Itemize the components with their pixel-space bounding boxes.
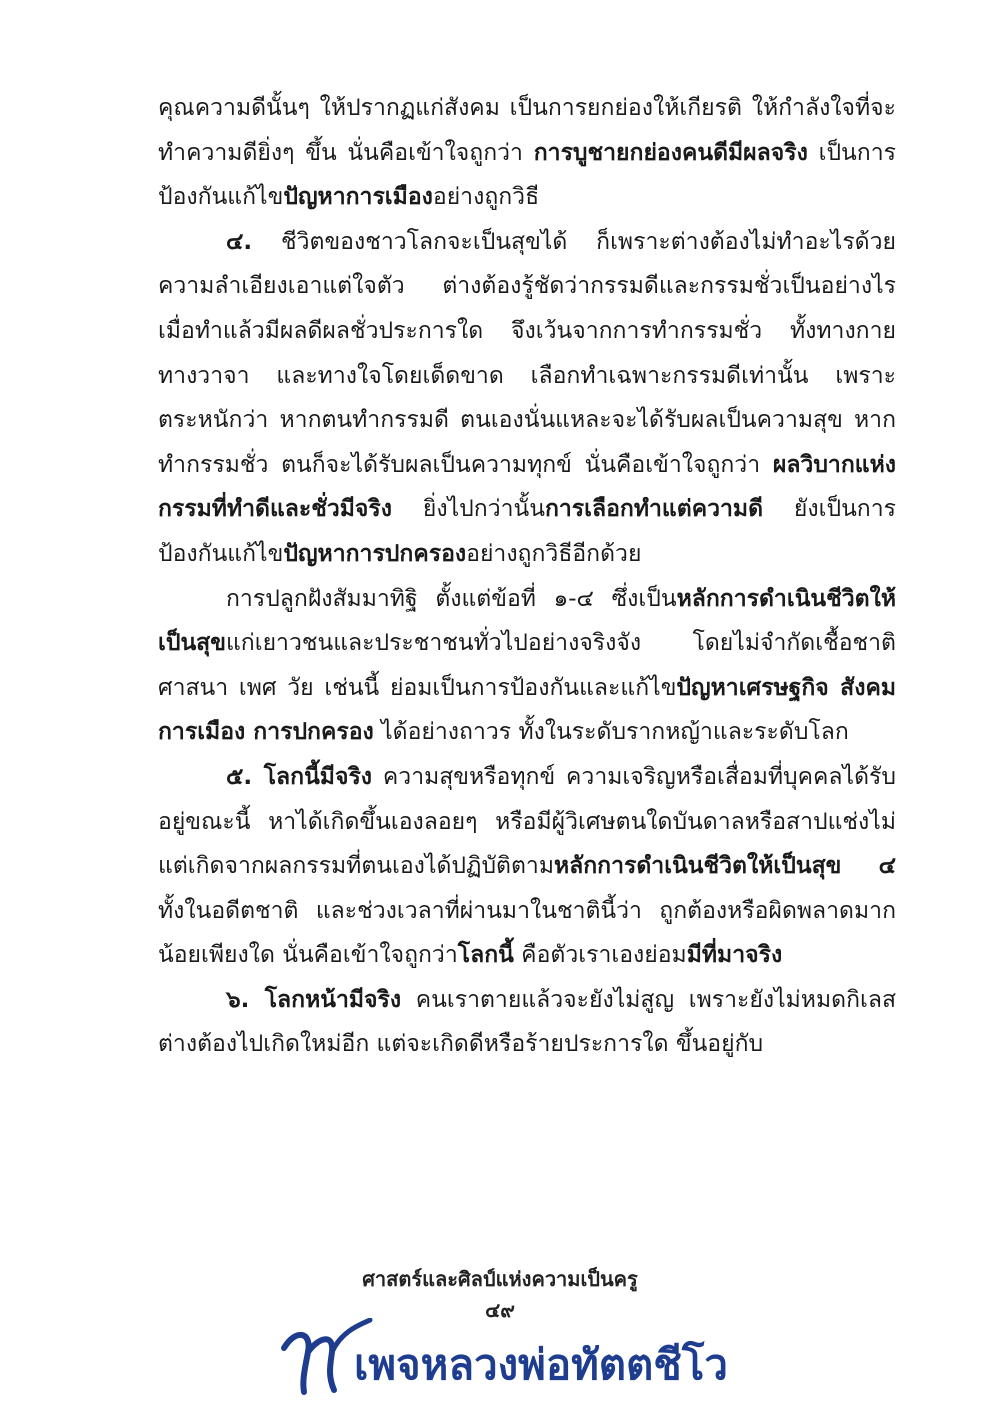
- text-run: อย่างถูกวิธีอีกด้วย: [466, 540, 642, 567]
- bold-run: หลักการดำเนินชีวิตให้เป็นสุข ๔: [554, 853, 896, 880]
- book-title: ศาสตร์และศิลป์แห่งความเป็นครู: [362, 1267, 638, 1291]
- paragraph-summary: [158, 577, 896, 755]
- brand-logo: [278, 1318, 738, 1398]
- bold-run: หลักการดำเนินชีวิตให้เป็นสุข: [158, 585, 896, 657]
- text-run: เป็นการป้องกันแก้ไข: [158, 139, 896, 211]
- bold-run: ปัญหาเศรษฐกิจ สังคม การเมือง การปกครอง: [158, 674, 896, 746]
- text-run: ได้อย่างถาวร ทั้งในระดับรากหญ้าและระดับโลก: [373, 719, 849, 746]
- text-run: การปลูกฝังสัมมาทิฐิ ตั้งแต่ข้อที่ ๑-๔ ซึ่งเป็น: [226, 585, 677, 612]
- bold-run: การเลือกทำแต่ความดี: [544, 496, 764, 523]
- brand-text: เพจหลวงพ่อทัตตชีโว: [354, 1343, 728, 1389]
- text-run: คือตัวเราเองย่อม: [513, 942, 687, 969]
- paragraph-item-6: [158, 978, 896, 1067]
- page-number: ๔๙: [485, 1298, 515, 1322]
- item-number: ๔.: [226, 228, 253, 255]
- bold-run: การบูชายกย่องคนดีมีผลจริง: [533, 139, 808, 166]
- item-heading: ๕. โลกนี้มีจริง: [226, 763, 373, 790]
- text-run: ความสุขหรือทุกข์ ความเจริญหรือเสื่อมที่บุคคลได้รับอยู่ขณะนี้ หาได้เกิดขึ้นเองลอยๆ หรือมีผู้วิเศษตนใดบันดาลหรือสาปแช่งไม่ แต่เกิดจากผลกรรมที่ตนเองได้ปฏิบัติตาม: [158, 763, 896, 880]
- page-body: [158, 86, 896, 1067]
- text-run: ยังเป็นการป้องกันแก้ไข: [158, 496, 896, 567]
- text-run: คนเราตายแล้วจะยังไม่สูญ เพราะยังไม่หมดกิเลส ต่างต้องไปเกิดใหม่อีก แต่จะเกิดดีหรือร้ายประการใด ขึ้นอยู่กับ: [158, 986, 896, 1058]
- bold-run: ปัญหาการเมือง: [283, 184, 433, 211]
- bold-run: ผลวิบากแห่งกรรมที่ทำดีและชั่วมีจริง: [158, 451, 896, 523]
- bold-run: โลกนี้: [457, 942, 514, 969]
- item-heading: ๖. โลกหน้ามีจริง: [226, 986, 402, 1013]
- paragraph-item-5: [158, 755, 896, 978]
- paragraph-1: [158, 86, 896, 220]
- text-run: ทั้งในอดีตชาติ และช่วงเวลาที่ผ่านมาในชาตินี้ว่า ถูกต้องหรือผิดพลาดมากน้อยเพียงใด นั่นคือเข้าใจถูกว่า: [158, 897, 896, 969]
- paragraph-item-4: [158, 220, 896, 577]
- bold-run: มีที่มาจริง: [686, 942, 783, 969]
- text-run: แก่เยาวชนและประชาชนทั่วไปอย่างจริงจัง โดยไม่จำกัดเชื้อชาติ ศาสนา เพศ วัย เช่นนี้ ย่อมเป็นการป้องกันและแก้ไข: [158, 630, 896, 701]
- text-run: ยิ่งไปกว่านั้น: [392, 496, 545, 523]
- text-run: ชีวิตของชาวโลกจะเป็นสุขได้ ก็เพราะต่างต้องไม่ทำอะไรด้วยความลำเอียงเอาแต่ใจตัว ต่างต้องรู้ชัดว่ากรรมดีและกรรมชั่วเป็นอย่างไร เมื่อทำแล้วมีผลดีผลชั่วประการใด จึงเว้นจากการทำกรรมชั่ว ทั้งทางกาย ทางวาจา และทางใจโดยเด็ดขาด เลือกทำเฉพาะกรรมดีเท่านั้น เพราะตระหนักว่า หากตนทำกรรมดี ตนเองนั่นแหละจะได้รับผลเป็นความสุข หากทำกรรมชั่ว ตนก็จะได้รับผลเป็นความทุกข์ นั่นคือเข้าใจถูกว่า: [158, 228, 896, 478]
- text-run: อย่างถูกวิธี: [432, 184, 540, 211]
- bold-run: ปัญหาการปกครอง: [283, 540, 467, 567]
- text-run: คุณความดีนั้นๆ ให้ปรากฏแก่สังคม เป็นการยกย่องให้เกียรติ ให้กำลังใจที่จะทำความดียิ่งๆ ขึ้น นั่นคือเข้าใจถูกว่า: [158, 95, 896, 166]
